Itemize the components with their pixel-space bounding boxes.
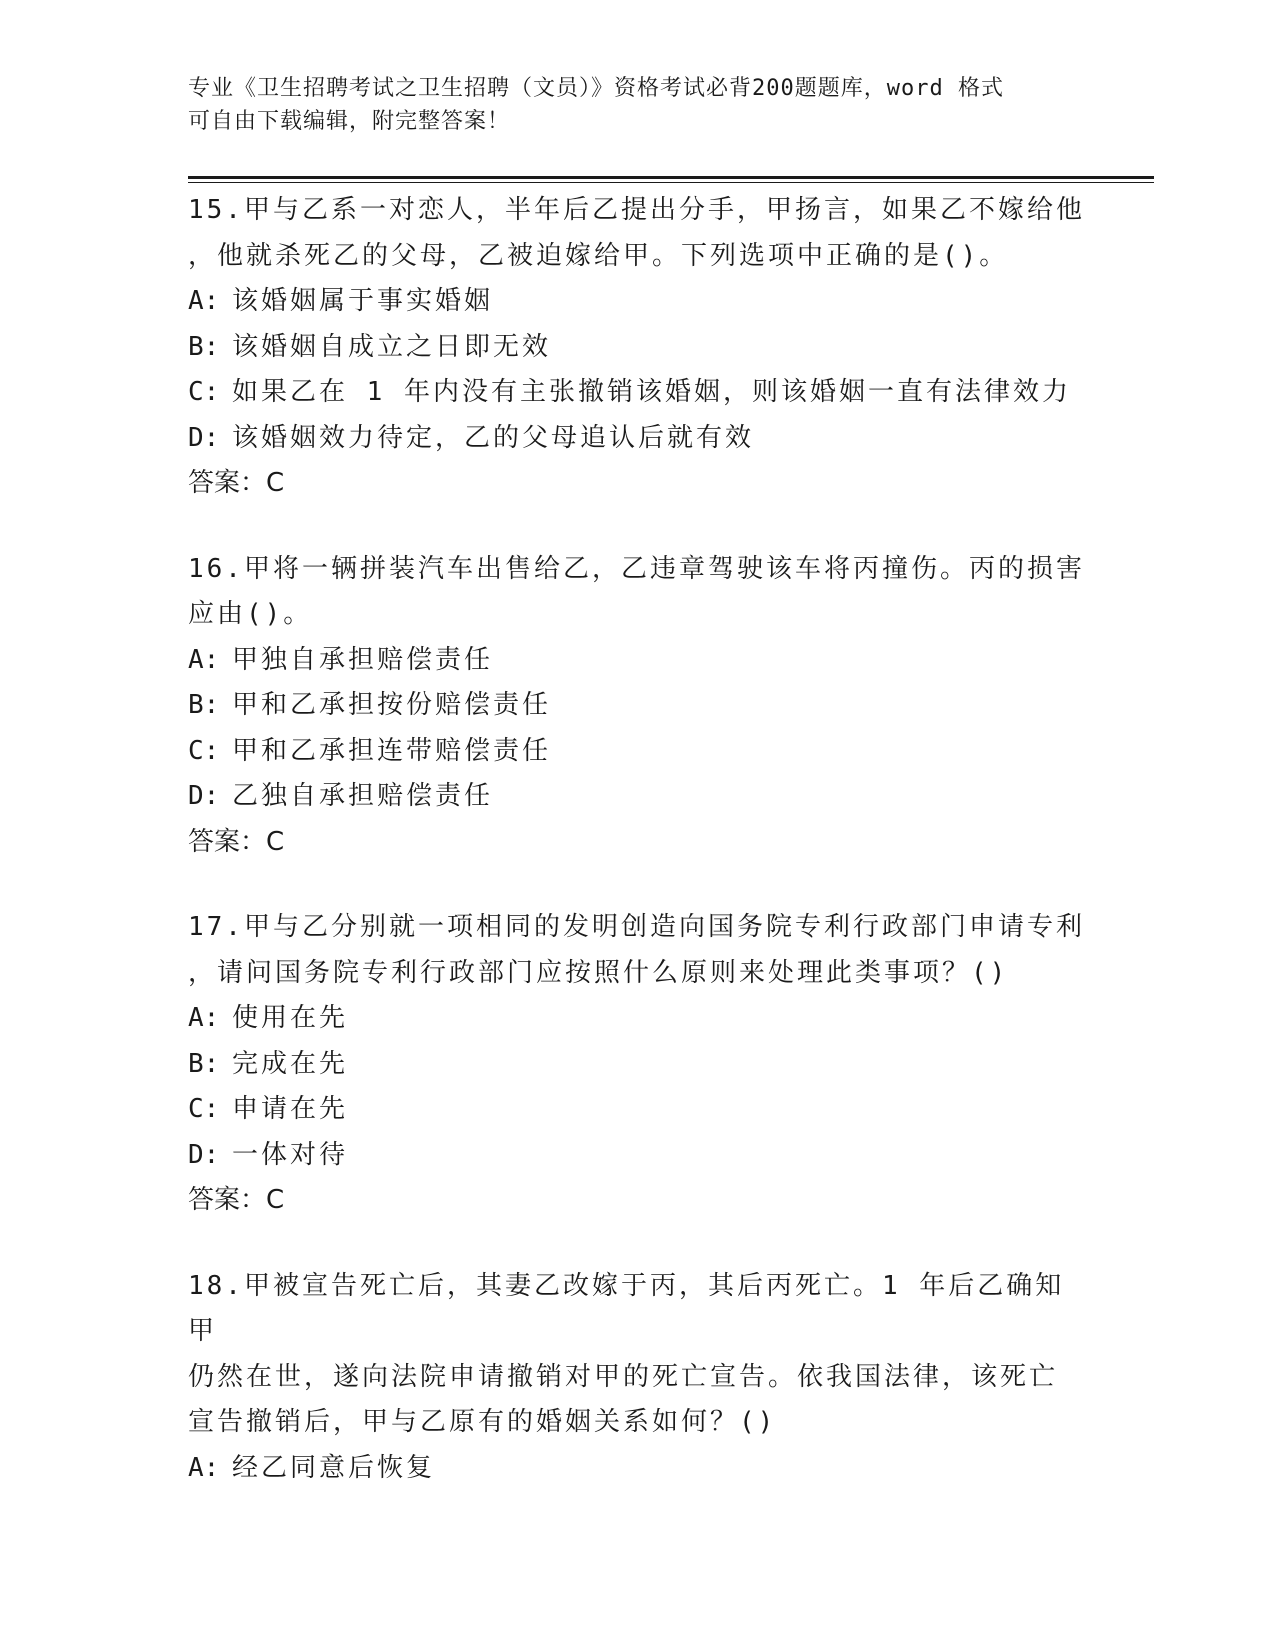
option-row bbox=[188, 325, 1088, 371]
option-text: 甲和乙承担按份赔偿责任 bbox=[232, 690, 552, 720]
option-row bbox=[188, 370, 1088, 416]
option-text: 申请在先 bbox=[232, 1094, 349, 1124]
question-stem-line: 16.甲将一辆拼装汽车出售给乙，乙违章驾驶该车将丙撞伤。丙的损害 bbox=[188, 553, 1085, 584]
option-letter: A: bbox=[188, 1003, 220, 1033]
option-row bbox=[188, 996, 1088, 1042]
question-block bbox=[188, 1264, 1088, 1492]
header-line-2: 可自由下载编辑，附完整答案！ bbox=[188, 109, 511, 134]
question-stem-line: ，他就杀死乙的父母，乙被迫嫁给甲。下列选项中正确的是()。 bbox=[188, 240, 1009, 271]
option-text: 一体对待 bbox=[232, 1139, 349, 1170]
option-row bbox=[188, 774, 1088, 820]
option-row bbox=[188, 638, 1088, 684]
answer-line: 答案：C bbox=[188, 468, 285, 498]
header-line-1: 专业《卫生招聘考试之卫生招聘（文员）》资格考试必背200题题库，word 格式 bbox=[188, 76, 1004, 101]
question-block bbox=[188, 188, 1088, 507]
question-block bbox=[188, 905, 1088, 1224]
option-row bbox=[188, 1042, 1088, 1088]
question-list bbox=[188, 188, 1088, 1531]
document-header bbox=[188, 72, 1088, 138]
option-letter: B: bbox=[188, 1048, 220, 1079]
option-text: 甲和乙承担连带赔偿责任 bbox=[232, 735, 552, 766]
answer-line: 答案：C bbox=[188, 826, 285, 857]
option-text: 完成在先 bbox=[232, 1048, 349, 1079]
option-row bbox=[188, 683, 1088, 729]
question-stem-line: 应由()。 bbox=[188, 599, 313, 629]
option-row bbox=[188, 729, 1088, 775]
option-letter: D: bbox=[188, 781, 220, 811]
header-rule-thin bbox=[188, 182, 1154, 183]
option-letter: C: bbox=[188, 377, 220, 407]
option-text: 该婚姻属于事实婚姻 bbox=[232, 286, 494, 316]
answer-line: 答案：C bbox=[188, 1185, 285, 1215]
option-row bbox=[188, 1087, 1088, 1133]
option-text: 经乙同意后恢复 bbox=[232, 1452, 436, 1483]
question-stem-line: 17.甲与乙分别就一项相同的发明创造向国务院专利行政部门申请专利 bbox=[188, 912, 1085, 942]
option-letter: A: bbox=[188, 1452, 220, 1483]
option-letter: A: bbox=[188, 286, 220, 316]
option-row bbox=[188, 279, 1088, 325]
option-letter: C: bbox=[188, 735, 220, 766]
option-row bbox=[188, 1446, 1088, 1492]
option-text: 乙独自承担赔偿责任 bbox=[232, 781, 494, 811]
option-letter: B: bbox=[188, 331, 220, 362]
option-text: 该婚姻自成立之日即无效 bbox=[232, 331, 552, 362]
header-rule-thick bbox=[188, 176, 1154, 179]
option-text: 甲独自承担赔偿责任 bbox=[232, 644, 494, 675]
option-text: 该婚姻效力待定，乙的父母追认后就有效 bbox=[232, 422, 755, 453]
question-block bbox=[188, 547, 1088, 866]
question-stem-line: ，请问国务院专利行政部门应按照什么原则来处理此类事项？() bbox=[188, 957, 1009, 988]
option-letter: D: bbox=[188, 1139, 220, 1170]
question-stem-line: 宣告撤销后，甲与乙原有的婚姻关系如何？() bbox=[188, 1407, 777, 1437]
question-stem-line: 18.甲被宣告死亡后，其妻乙改嫁于丙，其后丙死亡。1 年后乙确知甲 bbox=[188, 1270, 1065, 1346]
option-letter: B: bbox=[188, 690, 220, 720]
option-row bbox=[188, 416, 1088, 462]
question-stem-line: 仍然在世，遂向法院申请撤销对甲的死亡宣告。依我国法律，该死亡 bbox=[188, 1361, 1059, 1392]
question-stem-line: 15.甲与乙系一对恋人，半年后乙提出分手，甲扬言，如果乙不嫁给他 bbox=[188, 195, 1085, 225]
option-letter: A: bbox=[188, 644, 220, 675]
option-text: 如果乙在 1 年内没有主张撤销该婚姻，则该婚姻一直有法律效力 bbox=[232, 377, 1071, 407]
option-letter: C: bbox=[188, 1094, 220, 1124]
option-text: 使用在先 bbox=[232, 1003, 349, 1033]
option-letter: D: bbox=[188, 422, 220, 453]
option-row bbox=[188, 1133, 1088, 1179]
